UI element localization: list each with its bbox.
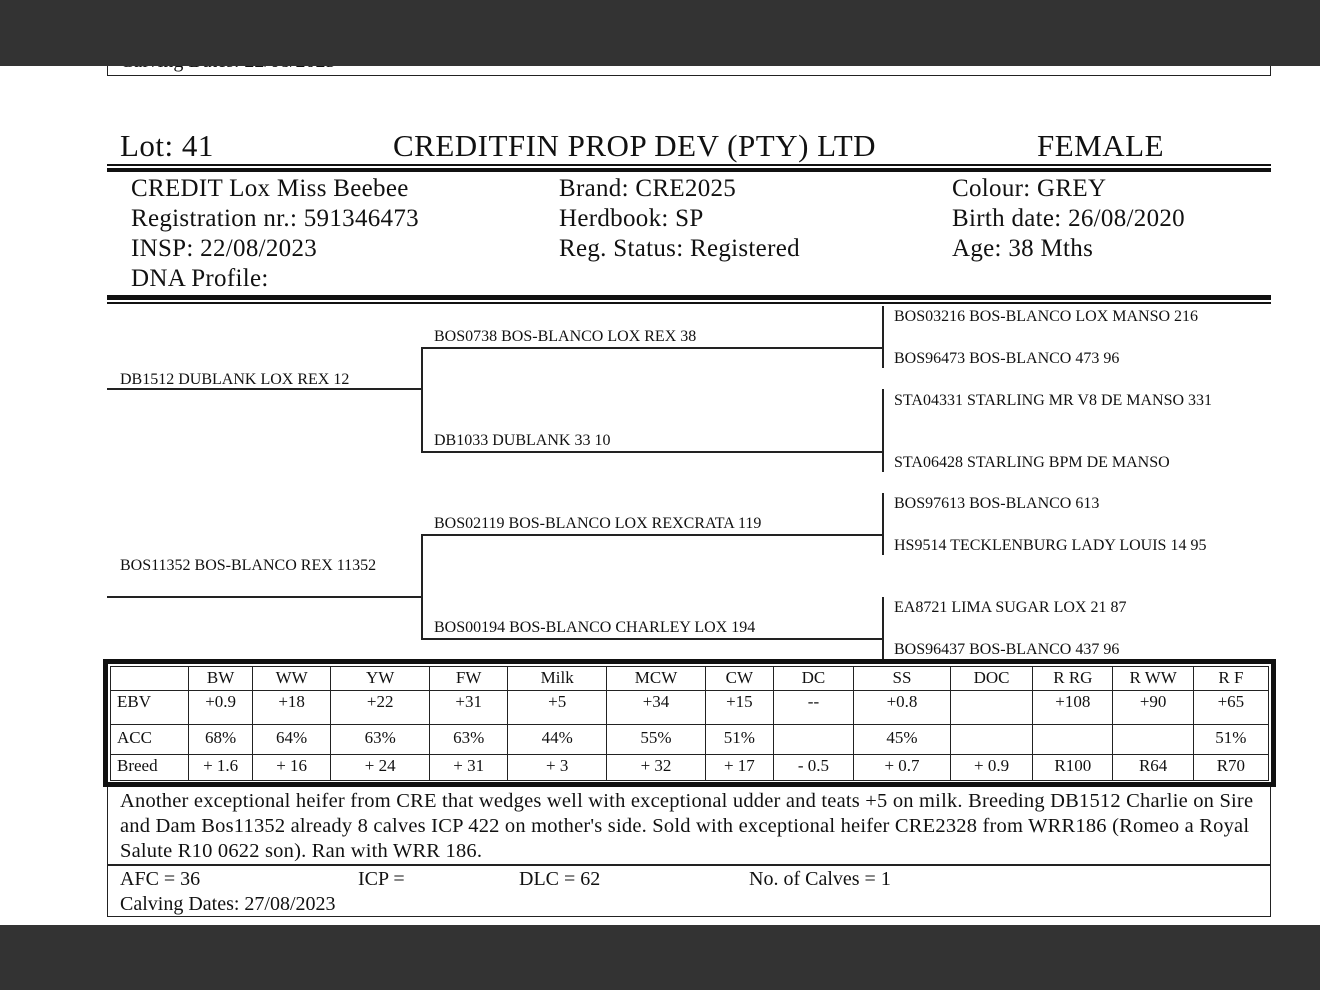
pedigree-ggp-4: STA06428 STARLING BPM DE MANSO [894,454,1170,471]
dam-underline [107,596,422,598]
row-label: ACC [111,725,189,755]
breed-cell: + 16 [253,755,331,781]
inspection-date: INSP: 22/08/2023 [131,235,318,262]
ebv-cell: +5 [508,691,607,725]
acc-cell: 68% [189,725,253,755]
pedigree-dam-sire: BOS02119 BOS-BLANCO LOX REXCRATA 119 [434,515,762,532]
header-rule-thick [107,168,1271,172]
ebv-cell: +108 [1033,691,1113,725]
header-cell: R RG [1033,667,1113,691]
viewer-bottom-bar [0,925,1320,990]
animal-details-middle [559,174,800,264]
colour: Colour: GREY [952,175,1107,202]
ebv-row [111,691,1269,725]
breed-cell: R70 [1193,755,1268,781]
pedigree-ggp-7: EA8721 LIMA SUGAR LOX 21 87 [894,599,1127,616]
ebv-cell: +18 [253,691,331,725]
lot-number: Lot: 41 [120,128,214,163]
header-cell: SS [854,667,951,691]
birth-date: Birth date: 26/08/2020 [952,205,1185,232]
pedigree-sire: DB1512 DUBLANK LOX REX 12 [120,371,350,388]
age: Age: 38 Mths [952,235,1094,262]
acc-row [111,725,1269,755]
breed-cell: + 17 [705,755,773,781]
breed-cell: + 24 [331,755,430,781]
sire-sire-underline [421,347,883,349]
remarks-text: Another exceptional heifer from CRE that wedges well with exceptional udder and teats +5 on milk. Breeding DB1512 Charlie on Sire and Dam Bos11352 already 8 calves ICP 422 on mother's side. Sold with exceptional heifer CRE2328 from WRR186 (Romeo a Royal Salute R10 0622 son). Ran with WRR 186. [120,790,1254,862]
sire-dam-underline [421,451,883,453]
acc-cell: 51% [705,725,773,755]
acc-cell: 64% [253,725,331,755]
acc-cell: 44% [508,725,607,755]
registration-status: Reg. Status: Registered [559,235,800,262]
row-label: EBV [111,691,189,725]
pedigree-sire-dam: DB1033 DUBLANK 33 10 [434,432,611,449]
ggp-bracket-4 [882,597,884,659]
viewer-top-bar [0,0,1320,66]
pedigree-ggp-6: HS9514 TECKLENBURG LADY LOUIS 14 95 [894,537,1207,554]
header-cell: BW [189,667,253,691]
brand: Brand: CRE2025 [559,175,737,202]
header-cell [111,667,189,691]
breed-cell: + 0.7 [854,755,951,781]
breed-cell: R100 [1033,755,1113,781]
dam-dam-underline [421,638,883,640]
breed-cell: R64 [1113,755,1193,781]
animal-name: CREDIT Lox Miss Beebee [131,175,409,202]
ebv-cell: +0.8 [854,691,951,725]
acc-cell: 45% [854,725,951,755]
acc-cell [773,725,853,755]
remarks-divider [107,864,1271,866]
header-cell: FW [430,667,508,691]
acc-cell: 51% [1193,725,1268,755]
calving-dates: Calving Dates: 27/08/2023 [120,893,336,915]
registration-number: Registration nr.: 591346473 [131,205,419,232]
pedigree-ggp-3: STA04331 STARLING MR V8 DE MANSO 331 [894,392,1213,409]
breed-cell: + 1.6 [189,755,253,781]
pedigree-ggp-5: BOS97613 BOS-BLANCO 613 [894,495,1100,512]
ebv-cell: +34 [607,691,706,725]
details-rule-thick [107,295,1271,300]
sire-bracket [421,347,423,451]
header-cell: R WW [1113,667,1193,691]
ggp-bracket-2 [882,389,884,472]
ggp-bracket-3 [882,493,884,555]
ebv-cell: +0.9 [189,691,253,725]
header-cell: MCW [607,667,706,691]
dam-sire-underline [421,534,883,536]
ebv-cell: +31 [430,691,508,725]
breed-cell: + 31 [430,755,508,781]
herdbook: Herdbook: SP [559,205,704,232]
number-of-calves: No. of Calves = 1 [749,868,891,890]
header-rule-thin [107,164,1271,166]
header-cell: CW [705,667,773,691]
acc-cell: 55% [607,725,706,755]
details-rule-thin [107,302,1271,304]
breed-cell: + 3 [508,755,607,781]
ebv-cell: +15 [705,691,773,725]
icp: ICP = [358,868,405,890]
ggp-bracket-1 [882,306,884,368]
ebv-cell: -- [773,691,853,725]
pedigree-dam: BOS11352 BOS-BLANCO REX 11352 [120,557,377,574]
header-cell: YW [331,667,430,691]
ebv-table [110,666,1269,781]
pedigree-ggp-8: BOS96437 BOS-BLANCO 437 96 [894,641,1120,658]
ebv-cell: +22 [331,691,430,725]
row-label: Breed [111,755,189,781]
ebv-cell: +65 [1193,691,1268,725]
breed-cell: - 0.5 [773,755,853,781]
acc-cell: 63% [331,725,430,755]
owner-name: CREDITFIN PROP DEV (PTY) LTD [393,128,877,163]
animal-details-right [952,174,1185,264]
pedigree-sire-sire: BOS0738 BOS-BLANCO LOX REX 38 [434,328,697,345]
ebv-header-row [111,667,1269,691]
dam-bracket [421,534,423,638]
afc: AFC = 36 [120,868,201,890]
dna-profile: DNA Profile: [131,265,269,292]
pedigree-ggp-2: BOS96473 BOS-BLANCO 473 96 [894,350,1120,367]
breed-row [111,755,1269,781]
acc-cell: 63% [430,725,508,755]
header-cell: R F [1193,667,1268,691]
dlc: DLC = 62 [519,868,601,890]
animal-sex: FEMALE [1037,128,1164,163]
pedigree-ggp-1: BOS03216 BOS-BLANCO LOX MANSO 216 [894,308,1199,325]
acc-cell [1033,725,1113,755]
acc-cell [950,725,1032,755]
header-cell: DOC [950,667,1032,691]
acc-cell [1113,725,1193,755]
animal-details-left [131,174,419,294]
pedigree-dam-dam: BOS00194 BOS-BLANCO CHARLEY LOX 194 [434,619,756,636]
breed-cell: + 0.9 [950,755,1032,781]
breed-cell: + 32 [607,755,706,781]
header-cell: WW [253,667,331,691]
header-cell: DC [773,667,853,691]
ebv-cell [950,691,1032,725]
ebv-cell: +90 [1113,691,1193,725]
ebv-table-box [103,659,1276,787]
header-cell: Milk [508,667,607,691]
